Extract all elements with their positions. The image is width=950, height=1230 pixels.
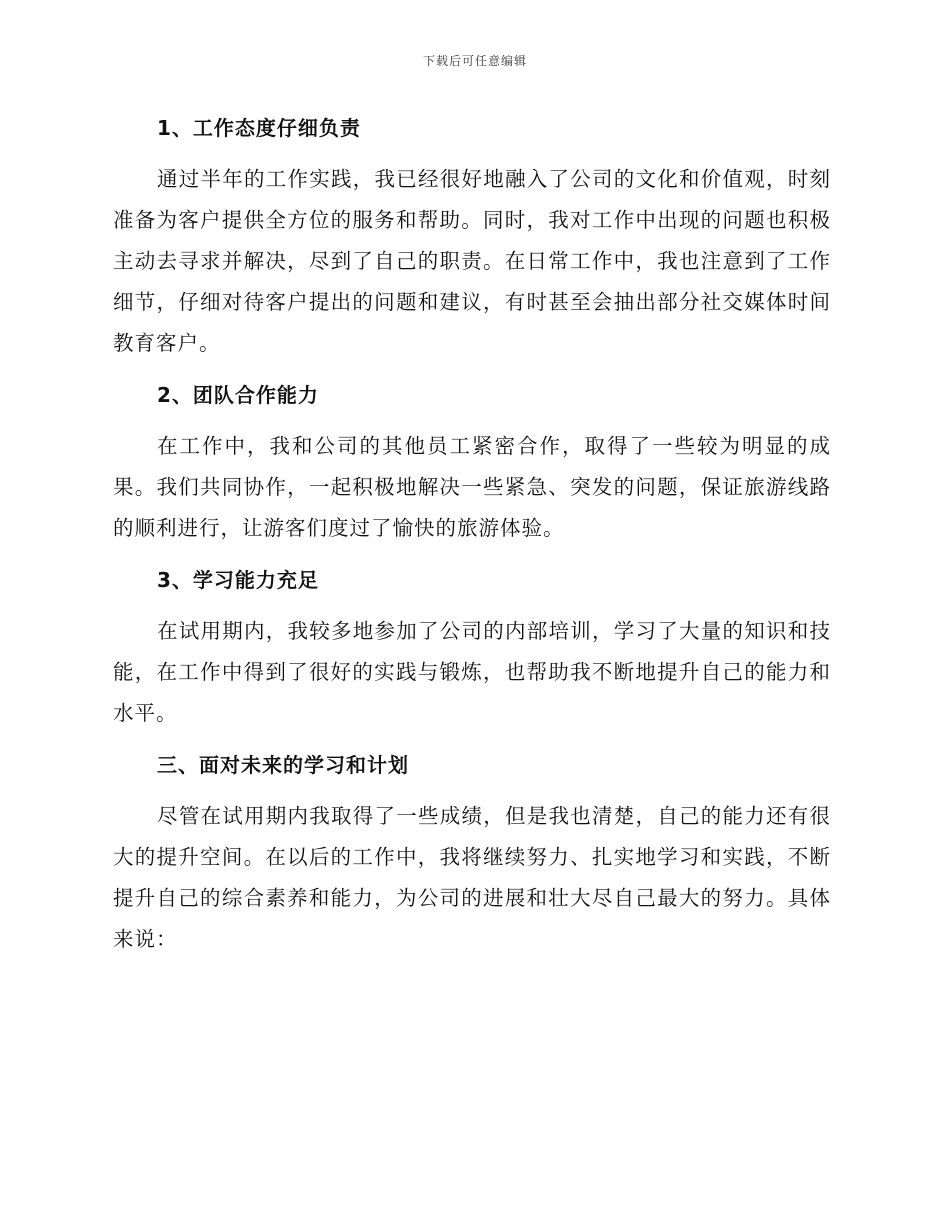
section-heading-teamwork: 2、团队合作能力 <box>157 383 319 407</box>
section-heading-work-attitude: 1、工作态度仔细负责 <box>157 116 361 140</box>
section-heading-future-plan: 三、面对未来的学习和计划 <box>157 753 409 777</box>
section-heading-learning-ability: 3、学习能力充足 <box>157 568 319 592</box>
section-paragraph-teamwork: 在工作中，我和公司的其他员工紧密合作，取得了一些较为明显的成果。我们共同协作，一起积极地解决一些紧急、突发的问题，保证旅游线路的顺利进行，让游客们度过了愉快的旅游体验。 <box>113 434 831 540</box>
section-paragraph-work-attitude: 通过半年的工作实践，我已经很好地融入了公司的文化和价值观，时刻准备为客户提供全方位的服务和帮助。同时，我对工作中出现的问题也积极主动去寻求并解决，尽到了自己的职责。在日常工作中，我也注意到了工作细节，仔细对待客户提出的问题和建议，有时甚至会抽出部分社交媒体时间教育客户。 <box>113 167 831 355</box>
document-body <box>113 110 831 960</box>
page-header-note: 下载后可任意编辑 <box>422 54 527 68</box>
section-paragraph-learning-ability: 在试用期内，我较多地参加了公司的内部培训，学习了大量的知识和技能，在工作中得到了很好的实践与锻炼，也帮助我不断地提升自己的能力和水平。 <box>113 619 831 725</box>
section-paragraph-future-plan: 尽管在试用期内我取得了一些成绩，但是我也清楚，自己的能力还有很大的提升空间。在以后的工作中，我将继续努力、扎实地学习和实践，不断提升自己的综合素养和能力，为公司的进展和壮大尽自己最大的努力。具体来说： <box>113 804 831 951</box>
